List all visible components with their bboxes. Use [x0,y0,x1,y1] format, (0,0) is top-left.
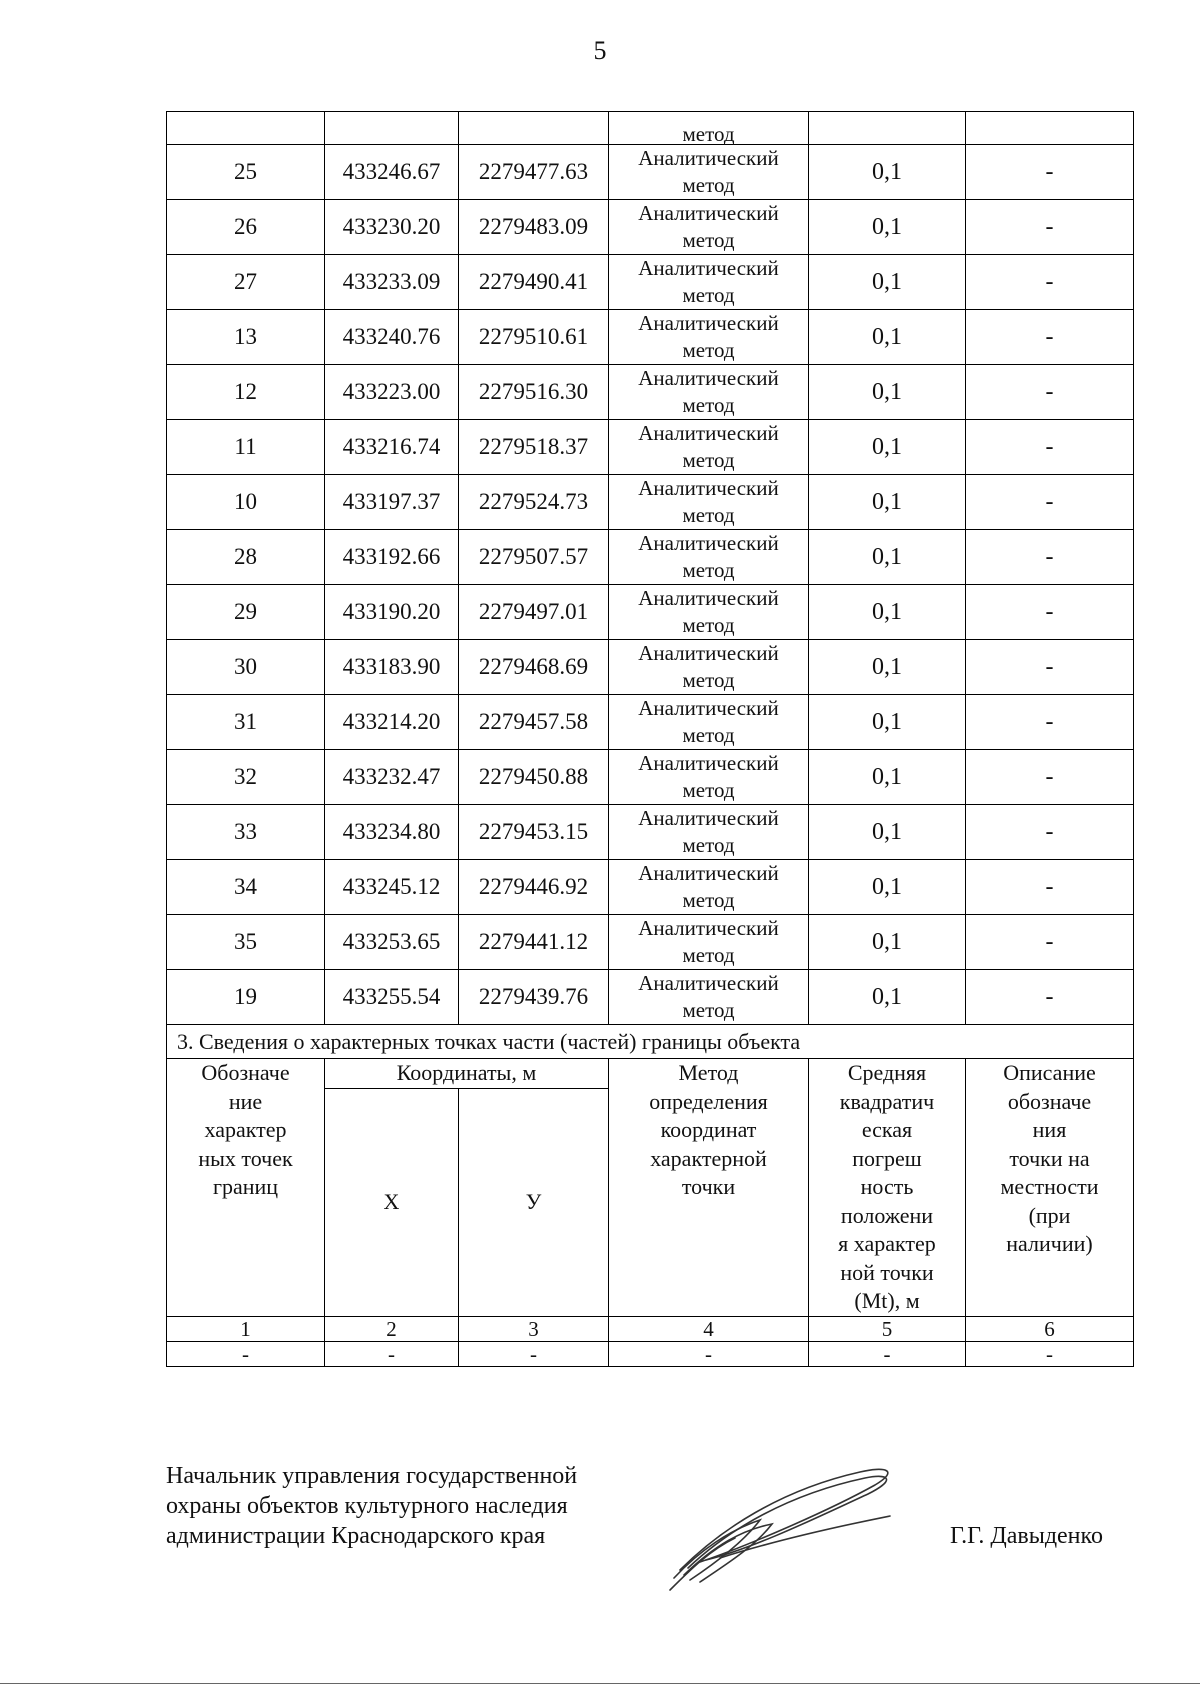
x-coordinate-cell: 433190.20 [325,585,459,640]
table-row [167,805,1134,860]
table-row [167,860,1134,915]
mean-square-error-cell: 0,1 [809,805,966,860]
table-row [167,255,1134,310]
method-cell: Аналитический метод [609,640,809,695]
header-description: Описание обозначе ния точки на местности (при наличии) [966,1059,1134,1317]
method-cell: Аналитический метод [609,860,809,915]
header-mean-square-error: Средняя квадратич еская погреш ность положени я характер ной точки (Mt), м [809,1059,966,1317]
y-coordinate-cell: 2279483.09 [459,200,609,255]
table-row [167,695,1134,750]
continued-method-cell: метод [609,112,809,145]
description-cell: - [966,200,1134,255]
x-coordinate-cell: 433240.76 [325,310,459,365]
method-cell: Аналитический метод [609,530,809,585]
handwritten-signature [660,1450,920,1600]
method-cell: Аналитический метод [609,420,809,475]
point-number-cell: 11 [167,420,325,475]
table-row [167,475,1134,530]
description-cell: - [966,530,1134,585]
point-number-cell: 10 [167,475,325,530]
y-coordinate-cell: 2279439.76 [459,970,609,1025]
table-row [167,750,1134,805]
x-coordinate-cell: 433233.09 [325,255,459,310]
description-cell: - [966,475,1134,530]
mean-square-error-cell: 0,1 [809,750,966,805]
mean-square-error-cell: 0,1 [809,970,966,1025]
header-coordinates: Координаты, м [325,1059,609,1089]
column-index-row: 1 2 3 4 5 6 [167,1316,1134,1341]
signer-name: Г.Г. Давыденко [950,1523,1103,1549]
mean-square-error-cell: 0,1 [809,420,966,475]
table-row [167,530,1134,585]
method-cell: Аналитический метод [609,365,809,420]
point-number-cell: 32 [167,750,325,805]
x-coordinate-cell: 433216.74 [325,420,459,475]
coordinates-table [166,111,1134,1367]
signatory-position: Начальник управления государственной охраны объектов культурного наследия администрации Краснодарского края [166,1463,578,1549]
method-cell: Аналитический метод [609,145,809,200]
y-coordinate-cell: 2279468.69 [459,640,609,695]
point-number-cell: 30 [167,640,325,695]
description-cell: - [966,365,1134,420]
x-coordinate-cell: 433234.80 [325,805,459,860]
header-x: Х [325,1088,459,1316]
mean-square-error-cell: 0,1 [809,695,966,750]
mean-square-error-cell: 0,1 [809,530,966,585]
y-coordinate-cell: 2279446.92 [459,860,609,915]
x-coordinate-cell: 433255.54 [325,970,459,1025]
method-cell: Аналитический метод [609,915,809,970]
point-number-cell: 25 [167,145,325,200]
y-coordinate-cell: 2279477.63 [459,145,609,200]
mean-square-error-cell: 0,1 [809,585,966,640]
x-coordinate-cell: 433183.90 [325,640,459,695]
x-coordinate-cell: 433223.00 [325,365,459,420]
table-row [167,915,1134,970]
table-row [167,640,1134,695]
x-coordinate-cell: 433253.65 [325,915,459,970]
y-coordinate-cell: 2279450.88 [459,750,609,805]
point-number-cell: 26 [167,200,325,255]
y-coordinate-cell: 2279524.73 [459,475,609,530]
method-cell: Аналитический метод [609,805,809,860]
description-cell: - [966,750,1134,805]
mean-square-error-cell: 0,1 [809,860,966,915]
point-number-cell: 19 [167,970,325,1025]
y-coordinate-cell: 2279441.12 [459,915,609,970]
description-cell: - [966,255,1134,310]
header-y: У [459,1088,609,1316]
method-cell: Аналитический метод [609,695,809,750]
x-coordinate-cell: 433245.12 [325,860,459,915]
point-number-cell: 35 [167,915,325,970]
mean-square-error-cell: 0,1 [809,640,966,695]
table-row [167,420,1134,475]
section-3-title-row [167,1025,1134,1059]
mean-square-error-cell: 0,1 [809,365,966,420]
y-coordinate-cell: 2279457.58 [459,695,609,750]
page-number: 5 [593,36,607,65]
point-number-cell: 31 [167,695,325,750]
method-cell: Аналитический метод [609,200,809,255]
bottom-rule [0,1683,1200,1684]
empty-data-row: - - - - - - [167,1341,1134,1366]
continued-row [167,112,1134,145]
point-number-cell: 12 [167,365,325,420]
description-cell: - [966,310,1134,365]
y-coordinate-cell: 2279518.37 [459,420,609,475]
table-row [167,145,1134,200]
description-cell: - [966,970,1134,1025]
point-number-cell: 28 [167,530,325,585]
point-number-cell: 33 [167,805,325,860]
description-cell: - [966,915,1134,970]
table-row [167,200,1134,255]
point-number-cell: 34 [167,860,325,915]
x-coordinate-cell: 433214.20 [325,695,459,750]
mean-square-error-cell: 0,1 [809,145,966,200]
x-coordinate-cell: 433192.66 [325,530,459,585]
table-row [167,970,1134,1025]
mean-square-error-cell: 0,1 [809,915,966,970]
description-cell: - [966,640,1134,695]
header-method: Метод определения координат характерной точки [609,1059,809,1317]
mean-square-error-cell: 0,1 [809,310,966,365]
mean-square-error-cell: 0,1 [809,255,966,310]
description-cell: - [966,860,1134,915]
method-cell: Аналитический метод [609,475,809,530]
table-row [167,365,1134,420]
table-row [167,310,1134,365]
y-coordinate-cell: 2279453.15 [459,805,609,860]
header-point-designation: Обозначе ние характер ных точек границ [167,1059,325,1317]
y-coordinate-cell: 2279516.30 [459,365,609,420]
point-number-cell: 13 [167,310,325,365]
section-3-header-row [167,1059,1134,1089]
y-coordinate-cell: 2279497.01 [459,585,609,640]
method-cell: Аналитический метод [609,750,809,805]
point-number-cell: 27 [167,255,325,310]
x-coordinate-cell: 433232.47 [325,750,459,805]
section-3-title: 3. Сведения о характерных точках части (частей) границы объекта [167,1025,1134,1059]
x-coordinate-cell: 433246.67 [325,145,459,200]
description-cell: - [966,695,1134,750]
mean-square-error-cell: 0,1 [809,200,966,255]
description-cell: - [966,805,1134,860]
y-coordinate-cell: 2279510.61 [459,310,609,365]
description-cell: - [966,585,1134,640]
method-cell: Аналитический метод [609,970,809,1025]
table-row [167,585,1134,640]
description-cell: - [966,145,1134,200]
x-coordinate-cell: 433197.37 [325,475,459,530]
description-cell: - [966,420,1134,475]
method-cell: Аналитический метод [609,585,809,640]
method-cell: Аналитический метод [609,310,809,365]
method-cell: Аналитический метод [609,255,809,310]
y-coordinate-cell: 2279490.41 [459,255,609,310]
x-coordinate-cell: 433230.20 [325,200,459,255]
mean-square-error-cell: 0,1 [809,475,966,530]
y-coordinate-cell: 2279507.57 [459,530,609,585]
point-number-cell: 29 [167,585,325,640]
